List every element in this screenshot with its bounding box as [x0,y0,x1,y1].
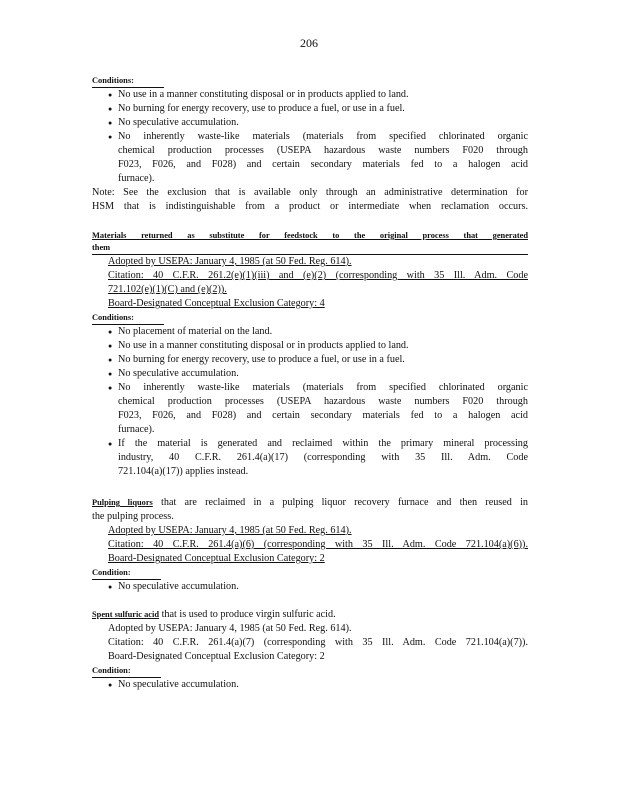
block-spent-sulfuric-acid [92,608,528,692]
list-item: ● No speculative accumulation. [108,367,528,381]
category-line: Board-Designated Conceptual Exclusion Category: 4 [108,298,325,309]
list-item: ● No speculative accumulation. [108,580,528,594]
category-line: Board-Designated Conceptual Exclusion Category: 2 [108,651,325,662]
list-item-continuation: chemical production processes (USEPA hazardous waste numbers F020 through [118,396,528,407]
section-lead-text: that is used to produce virgin sulfuric acid. [161,609,336,620]
citation-line: 721.102(e)(1)(C) and (e)(2)). [108,284,227,295]
list-item: ● No burning for energy recovery, use to produce a fuel, or use in a fuel. [108,102,528,116]
section-lead-line [92,496,528,510]
list-item: ● No speculative accumulation. [108,678,528,692]
block-pulping-liquors [92,496,528,594]
adopted-line: Adopted by USEPA: January 4, 1985 (at 50 Fed. Reg. 614). [108,525,352,536]
category-line: Board-Designated Conceptual Exclusion Category: 2 [108,553,325,564]
section-text: the pulping process. [92,511,174,522]
list-item: ● No inherently waste-like materials (materials from specified chlorinated organic [108,130,528,144]
note-text: Note: See the exclusion that is available only through an administrative determination for [92,187,528,198]
citation-line: Citation: 40 C.F.R. 261.4(a)(7) (corresponding with 35 Ill. Adm. Code 721.104(a)(7)). [108,637,528,648]
list-item: ● No placement of material on the land. [108,325,528,339]
block-materials-returned [92,230,528,479]
list-item: ● No inherently waste-like materials (materials from specified chlorinated organic [108,381,528,395]
list-item-continuation: chemical production processes (USEPA hazardous waste numbers F020 through [118,145,528,156]
conditions-label: Conditions: [92,75,164,88]
list-item: ● If the material is generated and reclaimed within the primary mineral processing [108,437,528,451]
section-heading: them [92,242,528,255]
adopted-line: Adopted by USEPA: January 4, 1985 (at 50 Fed. Reg. 614). [108,623,352,634]
list-item: ● No use in a manner constituting disposal or in products applied to land. [108,88,528,102]
page-number: 206 [300,36,318,50]
list-item-continuation: furnace). [118,173,155,184]
conditions-label: Conditions: [92,312,164,325]
list-item-continuation: F023, F026, and F028) and certain secondary materials fed to a halogen acid [118,410,528,421]
section-lead: Spent sulfuric acid [92,610,160,619]
conditions-label: Condition: [92,567,161,580]
list-item: ● No use in a manner constituting disposal or in products applied to land. [108,339,528,353]
list-item: ● No speculative accumulation. [108,116,528,130]
conditions-label: Condition: [92,665,161,678]
citation-line: Citation: 40 C.F.R. 261.4(a)(6) (corresponding with 35 Ill. Adm. Code 721.104(a)(6)). [108,539,528,550]
section-lead-line [92,608,528,622]
list-item: ● No burning for energy recovery, use to produce a fuel, or use in a fuel. [108,353,528,367]
section-heading: Materials returned as substitute for feedstock to the original process that generated [92,231,528,240]
list-item-continuation: 721.104(a)(17)) applies instead. [118,466,249,477]
section-lead-text: that are reclaimed in a pulping liquor recovery furnace and then reused in [161,497,529,508]
section-lead: Pulping liquors [92,498,153,507]
citation-line: Citation: 40 C.F.R. 261.2(e)(1)(iii) and (e)(2) (corresponding with 35 Ill. Adm. Code [108,270,528,281]
list-item-continuation: furnace). [118,424,155,435]
adopted-line: Adopted by USEPA: January 4, 1985 (at 50 Fed. Reg. 614). [108,256,352,267]
list-item-continuation: industry, 40 C.F.R. 261.4(a)(17) (corresponding with 35 Ill. Adm. Code [118,452,528,463]
note-text: HSM that is indistinguishable from a product or intermediate when reclamation occurs. [92,201,528,212]
block-general-conditions [92,74,528,214]
list-item-continuation: F023, F026, and F028) and certain secondary materials fed to a halogen acid [118,159,528,170]
